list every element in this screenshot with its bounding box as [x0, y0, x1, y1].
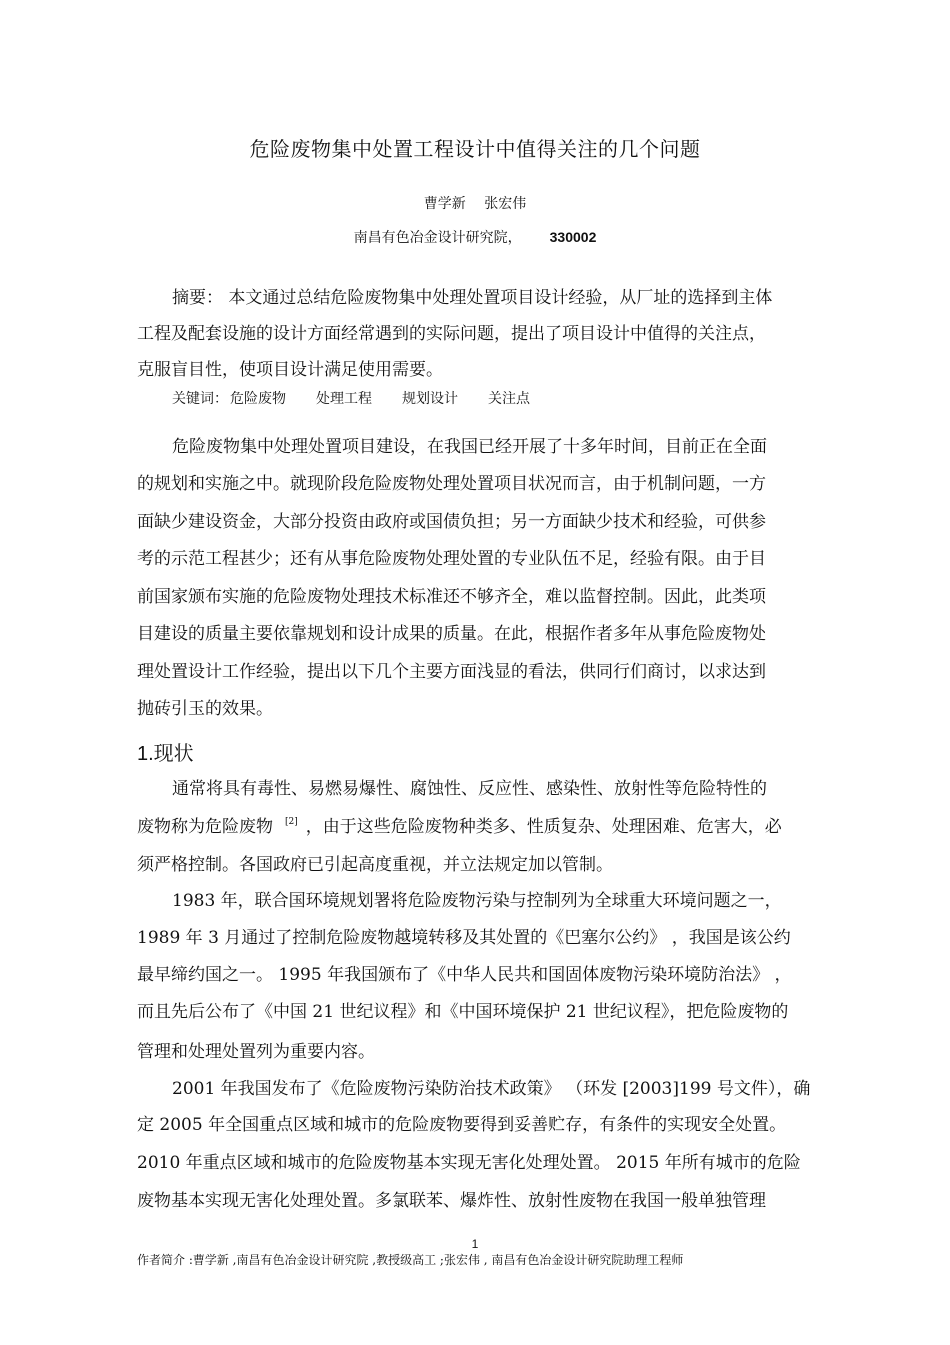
body-line [137, 812, 782, 837]
keyword: 危险废物 [230, 391, 286, 407]
abstract-line: 克服盲目性，使项目设计满足使用需要。 [137, 360, 443, 380]
intro-line: 危险废物集中处理处置项目建设，在我国已经开展了十多年时间，目前正在全面 [172, 437, 767, 457]
keyword: 关注点 [488, 391, 530, 407]
intro-line: 前国家颁布实施的危险废物处理技术标准还不够齐全，难以监督控制。因此，此类项 [137, 587, 766, 607]
affiliation-line [0, 227, 950, 247]
body-line: 通常将具有毒性、易燃易爆性、腐蚀性、反应性、感染性、放射性等危险特性的 [172, 779, 767, 799]
body-line: 定 2005 年全国重点区域和城市的危险废物要得到妥善贮存，有条件的实现安全处置。 [137, 1115, 787, 1135]
abstract-line: 工程及配套设施的设计方面经常遇到的实际问题，提出了项目设计中值得的关注点， [137, 324, 766, 344]
keyword: 处理工程 [316, 391, 372, 407]
body-line: 而且先后公布了《中国 21 世纪议程》和《中国环境保护 21 世纪议程》，把危险废物的 [137, 1002, 789, 1022]
abstract-line: 摘要： 本文通过总结危险废物集中处理处置项目设计经验，从厂址的选择到主体 [172, 288, 773, 308]
keywords-line [172, 388, 560, 408]
keywords-label: 关键词： [172, 391, 228, 407]
author-footnote: 作者简介 :曹学新 ,南昌有色冶金设计研究院 ,教授级高工 ;张宏伟 , 南昌有色冶金设计研究院助理工程师 [137, 1253, 684, 1267]
citation-ref[interactable]: [2] [285, 817, 298, 827]
body-line: 废物基本实现无害化处理处置。多氯联苯、爆炸性、放射性废物在我国一般单独管理 [137, 1191, 766, 1211]
page-number: 1 [471, 1237, 479, 1251]
intro-line: 考的示范工程甚少；还有从事危险废物处理处置的专业队伍不足，经验有限。由于目 [137, 549, 766, 569]
body-line: 1983 年，联合国环境规划署将危险废物污染与控制列为全球重大环境问题之一， [172, 891, 782, 911]
intro-line: 面缺少建设资金，大部分投资由政府或国债负担；另一方面缺少技术和经验，可供参 [137, 512, 766, 532]
intro-line: 理处置设计工作经验，提出以下几个主要方面浅显的看法，供同行们商讨，以求达到 [137, 662, 766, 682]
postcode: 330002 [549, 229, 597, 245]
paper-title: 危险废物集中处置工程设计中值得关注的几个问题 [249, 137, 701, 161]
intro-line: 抛砖引玉的效果。 [137, 699, 273, 719]
intro-line: 目建设的质量主要依靠规划和设计成果的质量。在此，根据作者多年从事危险废物处 [137, 624, 766, 644]
authors: 曹学新 张宏伟 [423, 196, 527, 212]
intro-line: 的规划和实施之中。就现阶段危险废物处理处置项目状况而言，由于机制问题，一方 [137, 474, 766, 494]
body-line: 最早缔约国之一。 1995 年我国颁布了《中华人民共和国固体废物污染环境防治法》 ， [137, 965, 792, 985]
body-text: 废物称为危险废物 [137, 817, 273, 837]
body-text: ，由于这些危险废物种类多、性质复杂、处理困难、危害大，必 [305, 817, 782, 837]
keyword: 规划设计 [402, 391, 458, 407]
body-line: 2001 年我国发布了《危险废物污染防治技术政策》 （环发 [2003]199 号文件），确 [172, 1079, 811, 1099]
affiliation: 南昌有色冶金设计研究院， [353, 230, 522, 246]
body-line: 须严格控制。各国政府已引起高度重视，并立法规定加以管制。 [137, 855, 613, 875]
section-heading: 1.现状 [137, 743, 194, 765]
body-line: 1989 年 3 月通过了控制危险废物越境转移及其处置的《巴塞尔公约》 ，我国是该公约 [137, 928, 791, 948]
body-line: 2010 年重点区域和城市的危险废物基本实现无害化处理处置。 2015 年所有城市的危险 [137, 1153, 801, 1173]
body-line: 管理和处理处置列为重要内容。 [137, 1042, 375, 1062]
